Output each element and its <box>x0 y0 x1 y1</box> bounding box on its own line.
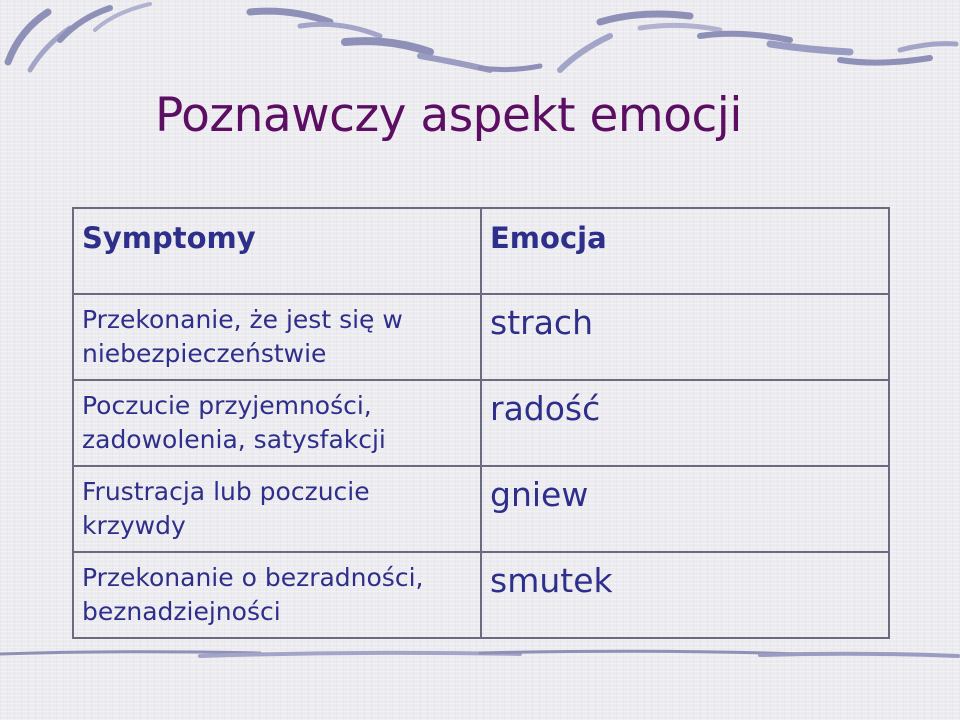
deco-stroke <box>760 654 958 656</box>
deco-stroke <box>250 11 330 22</box>
deco-stroke <box>480 651 800 654</box>
emotion-cell: radość <box>481 380 889 466</box>
deco-stroke <box>560 36 610 70</box>
deco-stroke <box>480 66 540 70</box>
deco-stroke <box>770 44 850 52</box>
top-decoration <box>0 0 960 80</box>
table-row <box>73 380 889 466</box>
symptom-cell: Poczucie przyjemności, zadowolenia, satysfakcji <box>73 380 481 466</box>
table-row <box>73 466 889 552</box>
emotion-cell: smutek <box>481 552 889 638</box>
deco-stroke <box>700 34 790 40</box>
symptom-cell: Przekonanie o bezradności, beznadziejności <box>73 552 481 638</box>
deco-stroke <box>300 24 380 36</box>
slide-title: Poznawczy aspekt emocji <box>155 88 742 143</box>
emotion-cell: strach <box>481 294 889 380</box>
deco-stroke <box>840 58 930 63</box>
deco-stroke <box>900 44 956 50</box>
table-row <box>73 552 889 638</box>
symptom-cell: Przekonanie, że jest się w niebezpieczeństwie <box>73 294 481 380</box>
deco-stroke <box>640 25 720 30</box>
emotion-cell: gniew <box>481 466 889 552</box>
deco-stroke <box>200 653 520 656</box>
deco-stroke <box>345 41 430 52</box>
emotion-table <box>72 207 890 639</box>
table-header-row <box>73 208 889 294</box>
header-emotion: Emocja <box>481 208 889 294</box>
table-row <box>73 294 889 380</box>
symptom-cell: Frustracja lub poczucie krzywdy <box>73 466 481 552</box>
header-symptoms: Symptomy <box>73 208 481 294</box>
deco-stroke <box>600 14 690 22</box>
bottom-decoration <box>0 640 960 670</box>
